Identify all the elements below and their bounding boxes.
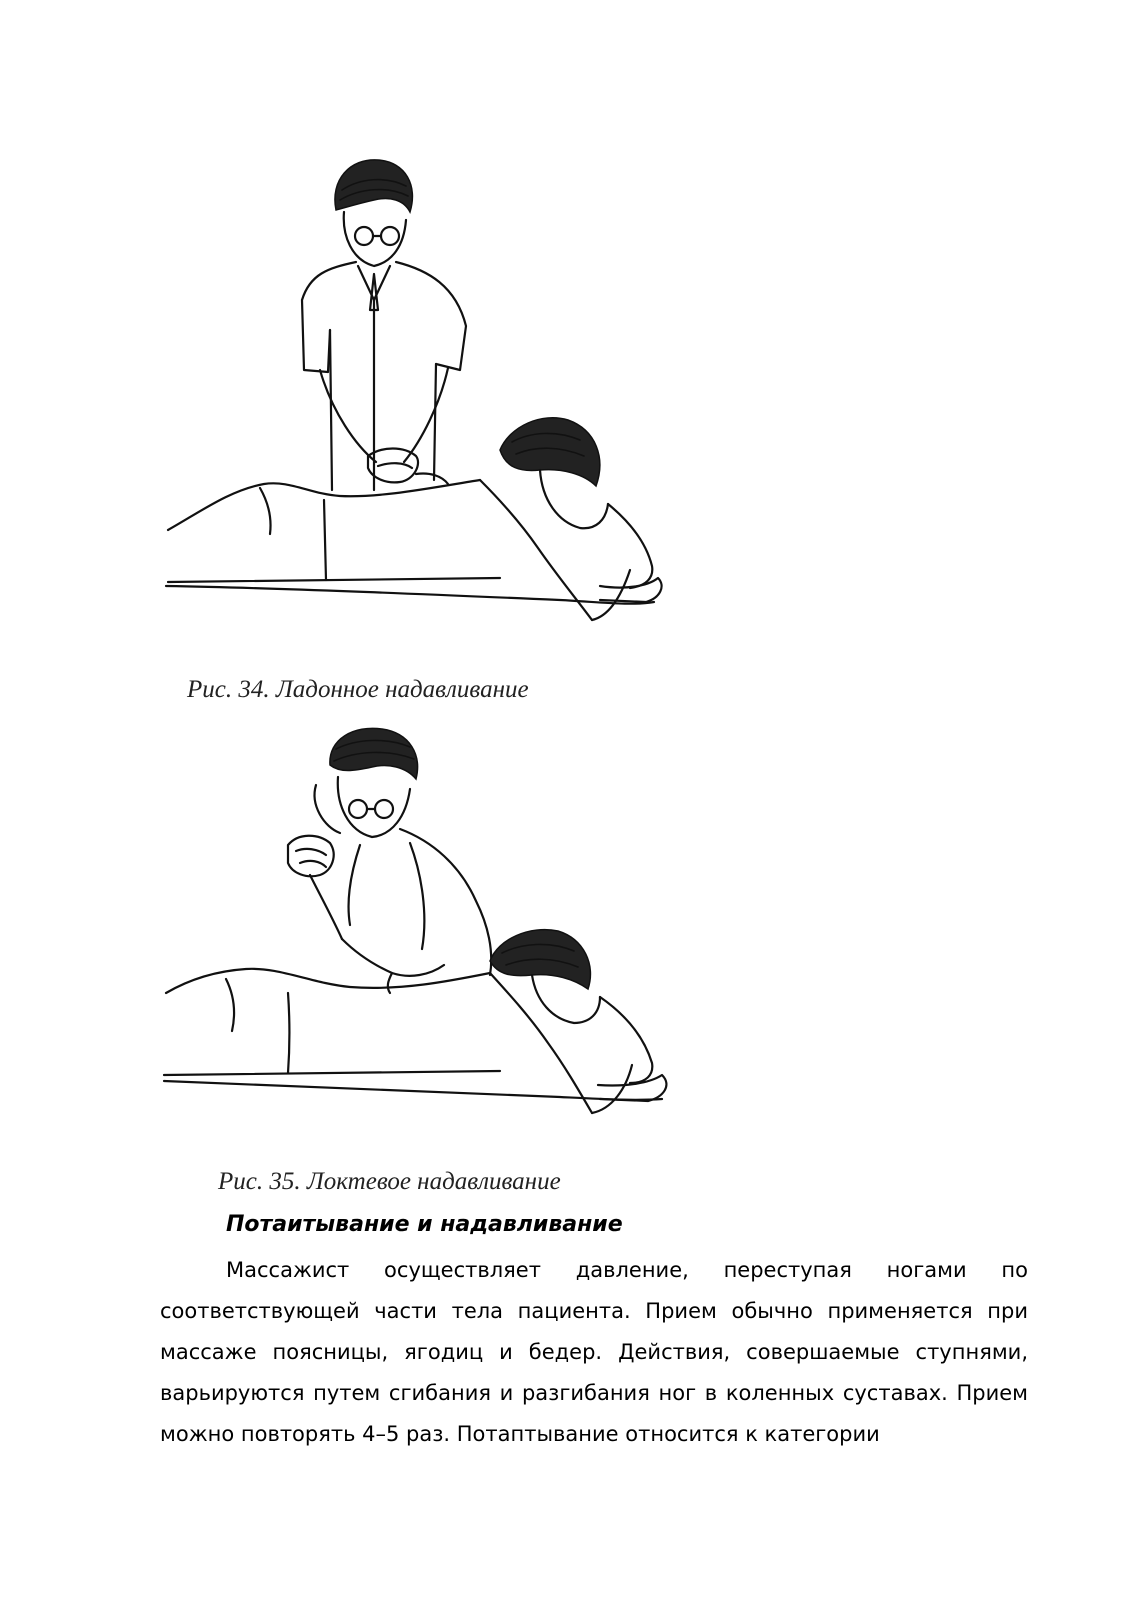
figure-35-caption: Рис. 35. Локтевое надавливание [218,1168,561,1195]
section-heading: Потаитывание и надавливание [226,1212,623,1237]
therapist-figure [302,160,466,490]
therapist-figure [288,728,491,993]
body-paragraph: Массажист осуществляет давление, переступая ногами по соответствующей части тела пациента. Прием обычно применяется при массаже поясницы, ягодиц и бедер. Действия, совершаемые ступнями, варьируются путем сгибания и разгибания ног в коленных суставах. Прием можно повторять 4–5 раз. Потаптывание относится к категории [160,1258,1028,1446]
figure-elbow-pressing-illustration [160,725,680,1145]
figure-34-caption: Рис. 34. Ладонное надавливание [187,676,529,703]
patient-figure [164,930,666,1113]
figure-palm-pressing-illustration [160,150,680,640]
